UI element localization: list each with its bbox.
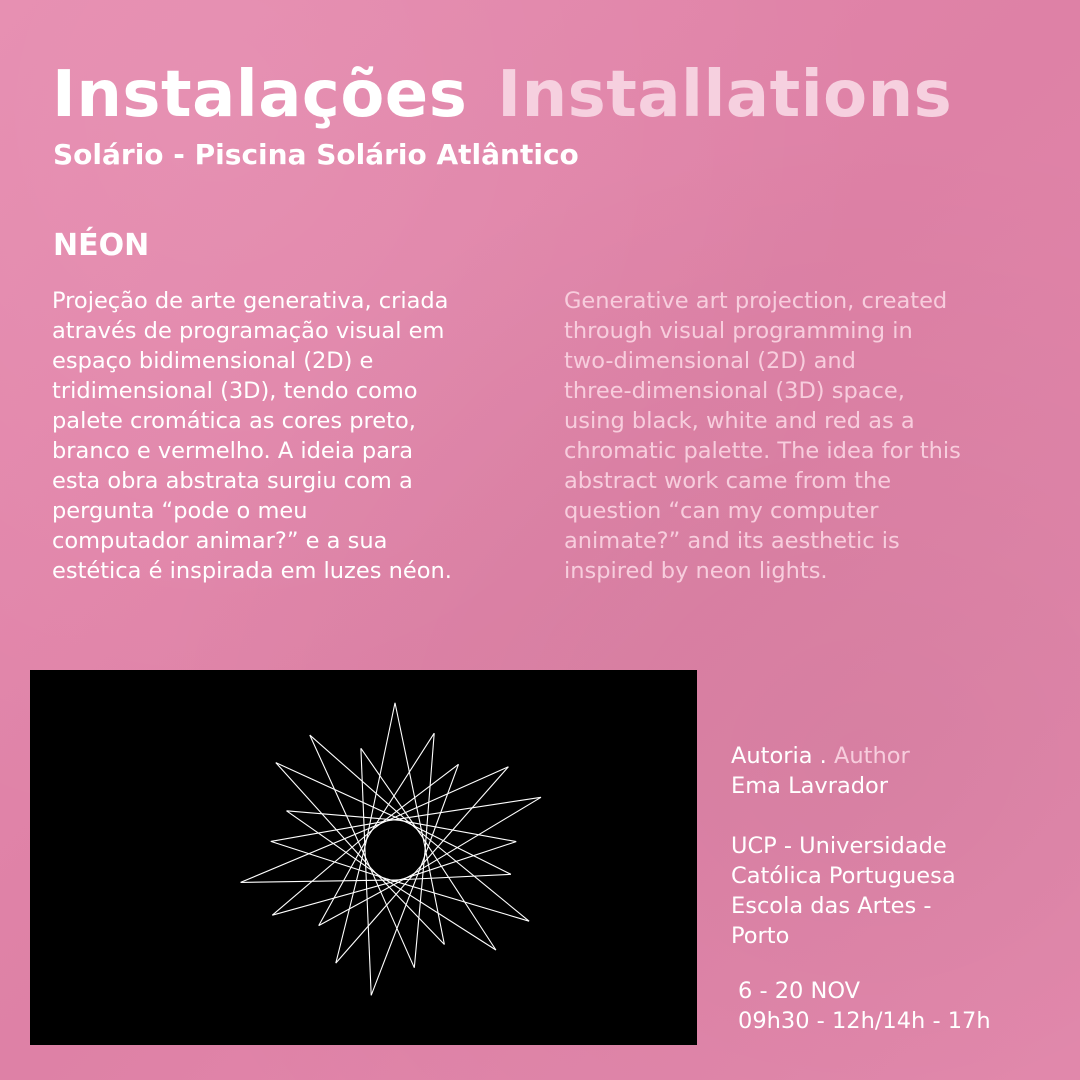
star-ray xyxy=(310,735,367,861)
credits xyxy=(731,741,956,951)
artwork-title: NÉON xyxy=(53,228,150,263)
description-line: palete cromática as cores preto, xyxy=(52,408,416,434)
schedule-dates: 6 - 20 NOV xyxy=(738,978,861,1004)
schedule-hours: 09h30 - 12h/14h - 17h xyxy=(738,1008,991,1034)
description-line: espaço bidimensional (2D) e xyxy=(52,348,374,374)
author-name: Ema Lavrador xyxy=(731,773,889,799)
description-line: animate?” and its aesthetic is xyxy=(564,528,900,554)
credits-spacer xyxy=(731,801,956,831)
description-line: pergunta “pode o meu xyxy=(52,498,308,524)
description-english xyxy=(564,286,1034,586)
star-ray xyxy=(375,764,459,828)
star-ray xyxy=(404,842,516,879)
title-english: Installations xyxy=(497,58,953,132)
star-ray xyxy=(415,828,529,921)
star-ray xyxy=(378,875,496,950)
title-row xyxy=(52,58,952,132)
star-ray xyxy=(336,843,366,963)
description-line: tridimensional (3D), tendo como xyxy=(52,378,418,404)
description-line: question “can my computer xyxy=(564,498,879,524)
description-line: using black, white and red as a xyxy=(564,408,915,434)
star-ray xyxy=(272,879,404,916)
artwork-preview xyxy=(30,670,697,1045)
star-ray xyxy=(412,797,541,875)
description-line: branco e vermelho. A ideia para xyxy=(52,438,414,464)
author-label xyxy=(731,741,956,771)
description-line: Projeção de arte generativa, criada xyxy=(52,288,449,314)
description-line: através de programação visual em xyxy=(52,318,445,344)
description-line: computador animar?” e a sua xyxy=(52,528,388,554)
star-ray xyxy=(424,843,444,944)
description-portuguese xyxy=(52,286,522,586)
star-lines xyxy=(241,703,541,996)
author-label-pt: Autoria . xyxy=(731,743,827,769)
star-ray xyxy=(419,767,509,869)
description-line: inspired by neon lights. xyxy=(564,558,828,584)
description-line: estética é inspirada em luzes néon. xyxy=(52,558,452,584)
description-line: three-dimensional (3D) space, xyxy=(564,378,905,404)
institution-line: Escola das Artes - xyxy=(731,893,932,919)
generative-star-graphic xyxy=(30,670,697,1045)
institution-line: Católica Portuguesa xyxy=(731,863,956,889)
description-line: through visual programming in xyxy=(564,318,913,344)
description-line: esta obra abstrata surgiu com a xyxy=(52,468,413,494)
star-ray xyxy=(287,811,400,821)
star-ray xyxy=(371,861,423,995)
star-ray xyxy=(361,748,365,852)
title-portuguese: Instalações xyxy=(52,58,468,132)
star-ray xyxy=(276,763,372,869)
star-ray xyxy=(241,880,395,882)
description-line: abstract work came from the xyxy=(564,468,892,494)
institution-line: Porto xyxy=(731,923,790,949)
star-ray xyxy=(241,823,382,882)
author-label-en: Author xyxy=(834,743,910,769)
description-line: chromatic palette. The idea for this xyxy=(564,438,961,464)
venue-subtitle: Solário - Piscina Solário Atlântico xyxy=(53,138,579,171)
star-ray xyxy=(276,763,408,823)
description-line: two-dimensional (2D) and xyxy=(564,348,856,374)
institution-line: UCP - Universidade xyxy=(731,833,947,859)
description-line: Generative art projection, created xyxy=(564,288,948,314)
schedule xyxy=(738,976,991,1036)
star-ray xyxy=(271,841,386,878)
